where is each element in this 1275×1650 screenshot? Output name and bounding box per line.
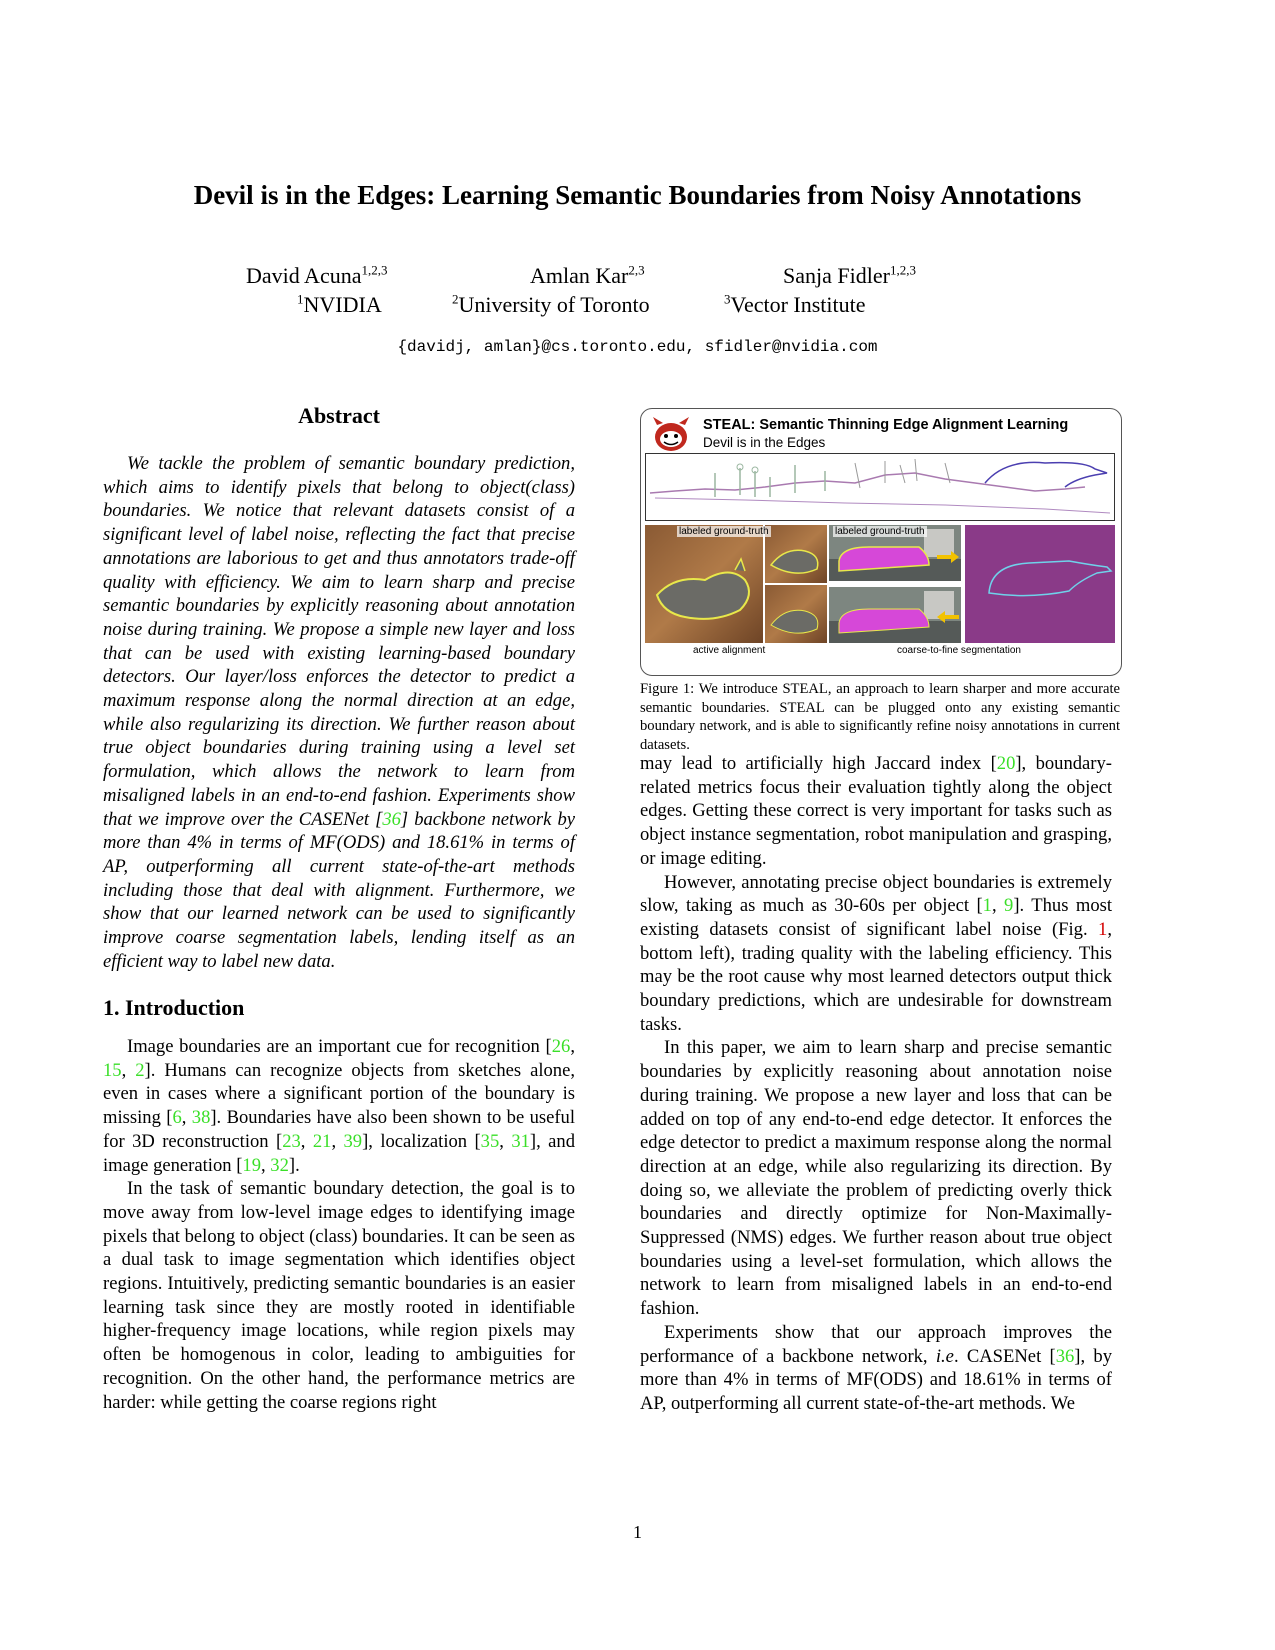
citation-link[interactable]: 23 bbox=[282, 1130, 301, 1152]
citation-link[interactable]: 36 bbox=[382, 808, 401, 830]
figure-title: STEAL: Semantic Thinning Edge Alignment Learning bbox=[703, 417, 1069, 433]
abstract-heading: Abstract bbox=[298, 403, 380, 428]
citation-link[interactable]: 2 bbox=[135, 1059, 145, 1081]
author-1: David Acuna$^{1,2,3}$ bbox=[246, 262, 388, 288]
label-gt-left: labeled ground-truth bbox=[679, 526, 769, 537]
figure-subtitle: Devil is in the Edges bbox=[703, 435, 826, 450]
citation-link[interactable]: 19 bbox=[242, 1154, 261, 1176]
citation-link[interactable]: 36 bbox=[1055, 1345, 1075, 1367]
author-emails: {davidj, amlan}@cs.toronto.edu, sfidler@nvidia.com bbox=[397, 338, 878, 356]
figure-ref-link[interactable]: 1 bbox=[1098, 918, 1108, 940]
citation-link[interactable]: 39 bbox=[343, 1130, 363, 1152]
cat-alignment-images bbox=[645, 525, 827, 643]
citation-link[interactable]: 38 bbox=[191, 1107, 211, 1129]
figure-1 bbox=[640, 408, 1122, 676]
citation-link[interactable]: 21 bbox=[312, 1130, 332, 1152]
intro-paragraph-4: However, annotating precise object boundaries is extremely slow, taking as much as 30-60s per object [1, 9]. Thus most existing datasets consist of significant label noise (Fig. 1, bottom left), trading quality with the labeling efficiency. This may be the root cause why most learned detectors output thick boundary predictions, which are undesirable for downstream tasks. bbox=[640, 871, 1113, 1035]
abstract-body: We tackle the problem of semantic boundary prediction, which aims to identify pixels that belong to object(class) boundaries. We notice that relevant datasets consist of a significant level of label noise, reflecting the fact that precise annotations are laborious to get and thus annotators trade-off quality with efficiency. We aim to learn sharp and precise semantic boundaries by explicitly reasoning about annotation noise during training. We propose a simple new layer and loss that can be used with existing learning-based boundary detectors. Our layer/loss enforces the detector to predict a maximum response along the normal direction at an edge, while also regularizing its direction. We further reason about true object boundaries during training using a level set formulation, which allows the network to learn from misaligned labels in an end-to-end fashion. Experiments show that we improve over the CASENet [36] backbone network by more than 4% in terms of MF(ODS) and 18.61% in terms of AP, outperforming all current state-of-the-art methods including those that deal with alignment. Furthermore, we show that our learned network can be used to significantly improve coarse segmentation labels, lending itself as an efficient way to label new data. bbox=[103, 453, 575, 972]
intro-paragraph-1: Image boundaries are an important cue for recognition [26, 15, 2]. Humans can recognize objects from sketches alone, even in cases where a significant portion of the boundary is missing [6, 38]. Boundaries have also been shown to be useful for 3D reconstruction [23, 21, 39], localization [35, 31], and image generation [19, 32]. bbox=[103, 1036, 576, 1176]
intro-paragraph-3: may lead to artificially high Jaccard index [20], boundary-related metrics focus their evaluation tightly along the object edges. Getting these correct is very important for tasks such as object instance segmentation, robot manipulation and grasping, or image editing. bbox=[640, 753, 1112, 869]
affiliation-3: $^3$Vector Institute bbox=[724, 291, 866, 317]
citation-link[interactable]: 9 bbox=[1004, 895, 1014, 917]
citation-link[interactable]: 26 bbox=[551, 1036, 571, 1057]
citation-link[interactable]: 1 bbox=[982, 895, 992, 917]
affiliation-1: $^1$NVIDIA bbox=[297, 291, 382, 317]
label-gt-right: labeled ground-truth bbox=[835, 526, 925, 537]
devil-logo-icon bbox=[649, 415, 693, 455]
citation-link[interactable]: 15 bbox=[103, 1059, 122, 1081]
edge-map-panel bbox=[645, 453, 1115, 521]
section-heading-introduction: 1. Introduction bbox=[103, 995, 245, 1020]
citation-link[interactable]: 31 bbox=[511, 1130, 530, 1152]
figure-caption: Figure 1: We introduce STEAL, an approach to learn sharper and more accurate semantic boundaries. STEAL can be plugged onto any existing semantic boundary network, and is able to significantly refine noisy annotations in current datasets. bbox=[640, 681, 1120, 753]
label-coarse-to-fine: coarse-to-fine segmentation bbox=[897, 645, 1021, 656]
intro-paragraph-2: In the task of semantic boundary detection, the goal is to move away from low-level image edges to identifying image pixels that belong to object (class) boundaries. It can be seen as a dual task to image segmentation which identifies object regions. Intuitively, predicting semantic boundaries is an easier learning task since they are mostly rooted in identifiable higher-frequency image locations, while region pixels may often be homogenous in color, leading to ambiguities for recognition. On the other hand, the performance metrics are harder: while getting the coarse regions right bbox=[103, 1178, 575, 1413]
citation-link[interactable]: 35 bbox=[480, 1130, 500, 1152]
car-segmentation-images bbox=[829, 525, 1115, 643]
affiliation-2: $^2$University of Toronto bbox=[452, 291, 650, 317]
author-2: Amlan Kar$^{2,3}$ bbox=[530, 262, 645, 288]
label-active-alignment: active alignment bbox=[693, 645, 766, 656]
paper-title: Devil is in the Edges: Learning Semantic Boundaries from Noisy Annotations bbox=[193, 180, 1082, 210]
intro-left-column bbox=[103, 1035, 575, 1414]
citation-link[interactable]: 6 bbox=[172, 1107, 182, 1129]
author-3: Sanja Fidler$^{1,2,3}$ bbox=[783, 262, 916, 288]
page-number: 1 bbox=[633, 1522, 642, 1542]
intro-right-column bbox=[640, 752, 1112, 1416]
intro-paragraph-6: Experiments show that our approach improves the performance of a backbone network, i.e. CASENet [36], by more than 4% in terms of MF(ODS) and 18.61% in terms of AP, outperforming all current state-of-the-art methods. We bbox=[640, 1321, 1113, 1414]
citation-link[interactable]: 32 bbox=[270, 1154, 289, 1176]
intro-paragraph-5: In this paper, we aim to learn sharp and precise semantic boundaries by explicitly reasoning about annotation noise during training. We propose a new layer and loss that can be added on top of any end-to-end edge detector. It enforces the edge detector to predict a maximum response along the normal direction at an edge, while also regularizing its direction. By doing so, we alleviate the problem of predicting overly thick boundaries and directly optimize for Non-Maximally-Suppressed (NMS) edges. We further reason about true object boundaries using a level-set formulation, which allows the network to learn from misaligned labels in an end-to-end fashion. bbox=[640, 1037, 1112, 1320]
citation-link[interactable]: 20 bbox=[996, 753, 1016, 774]
